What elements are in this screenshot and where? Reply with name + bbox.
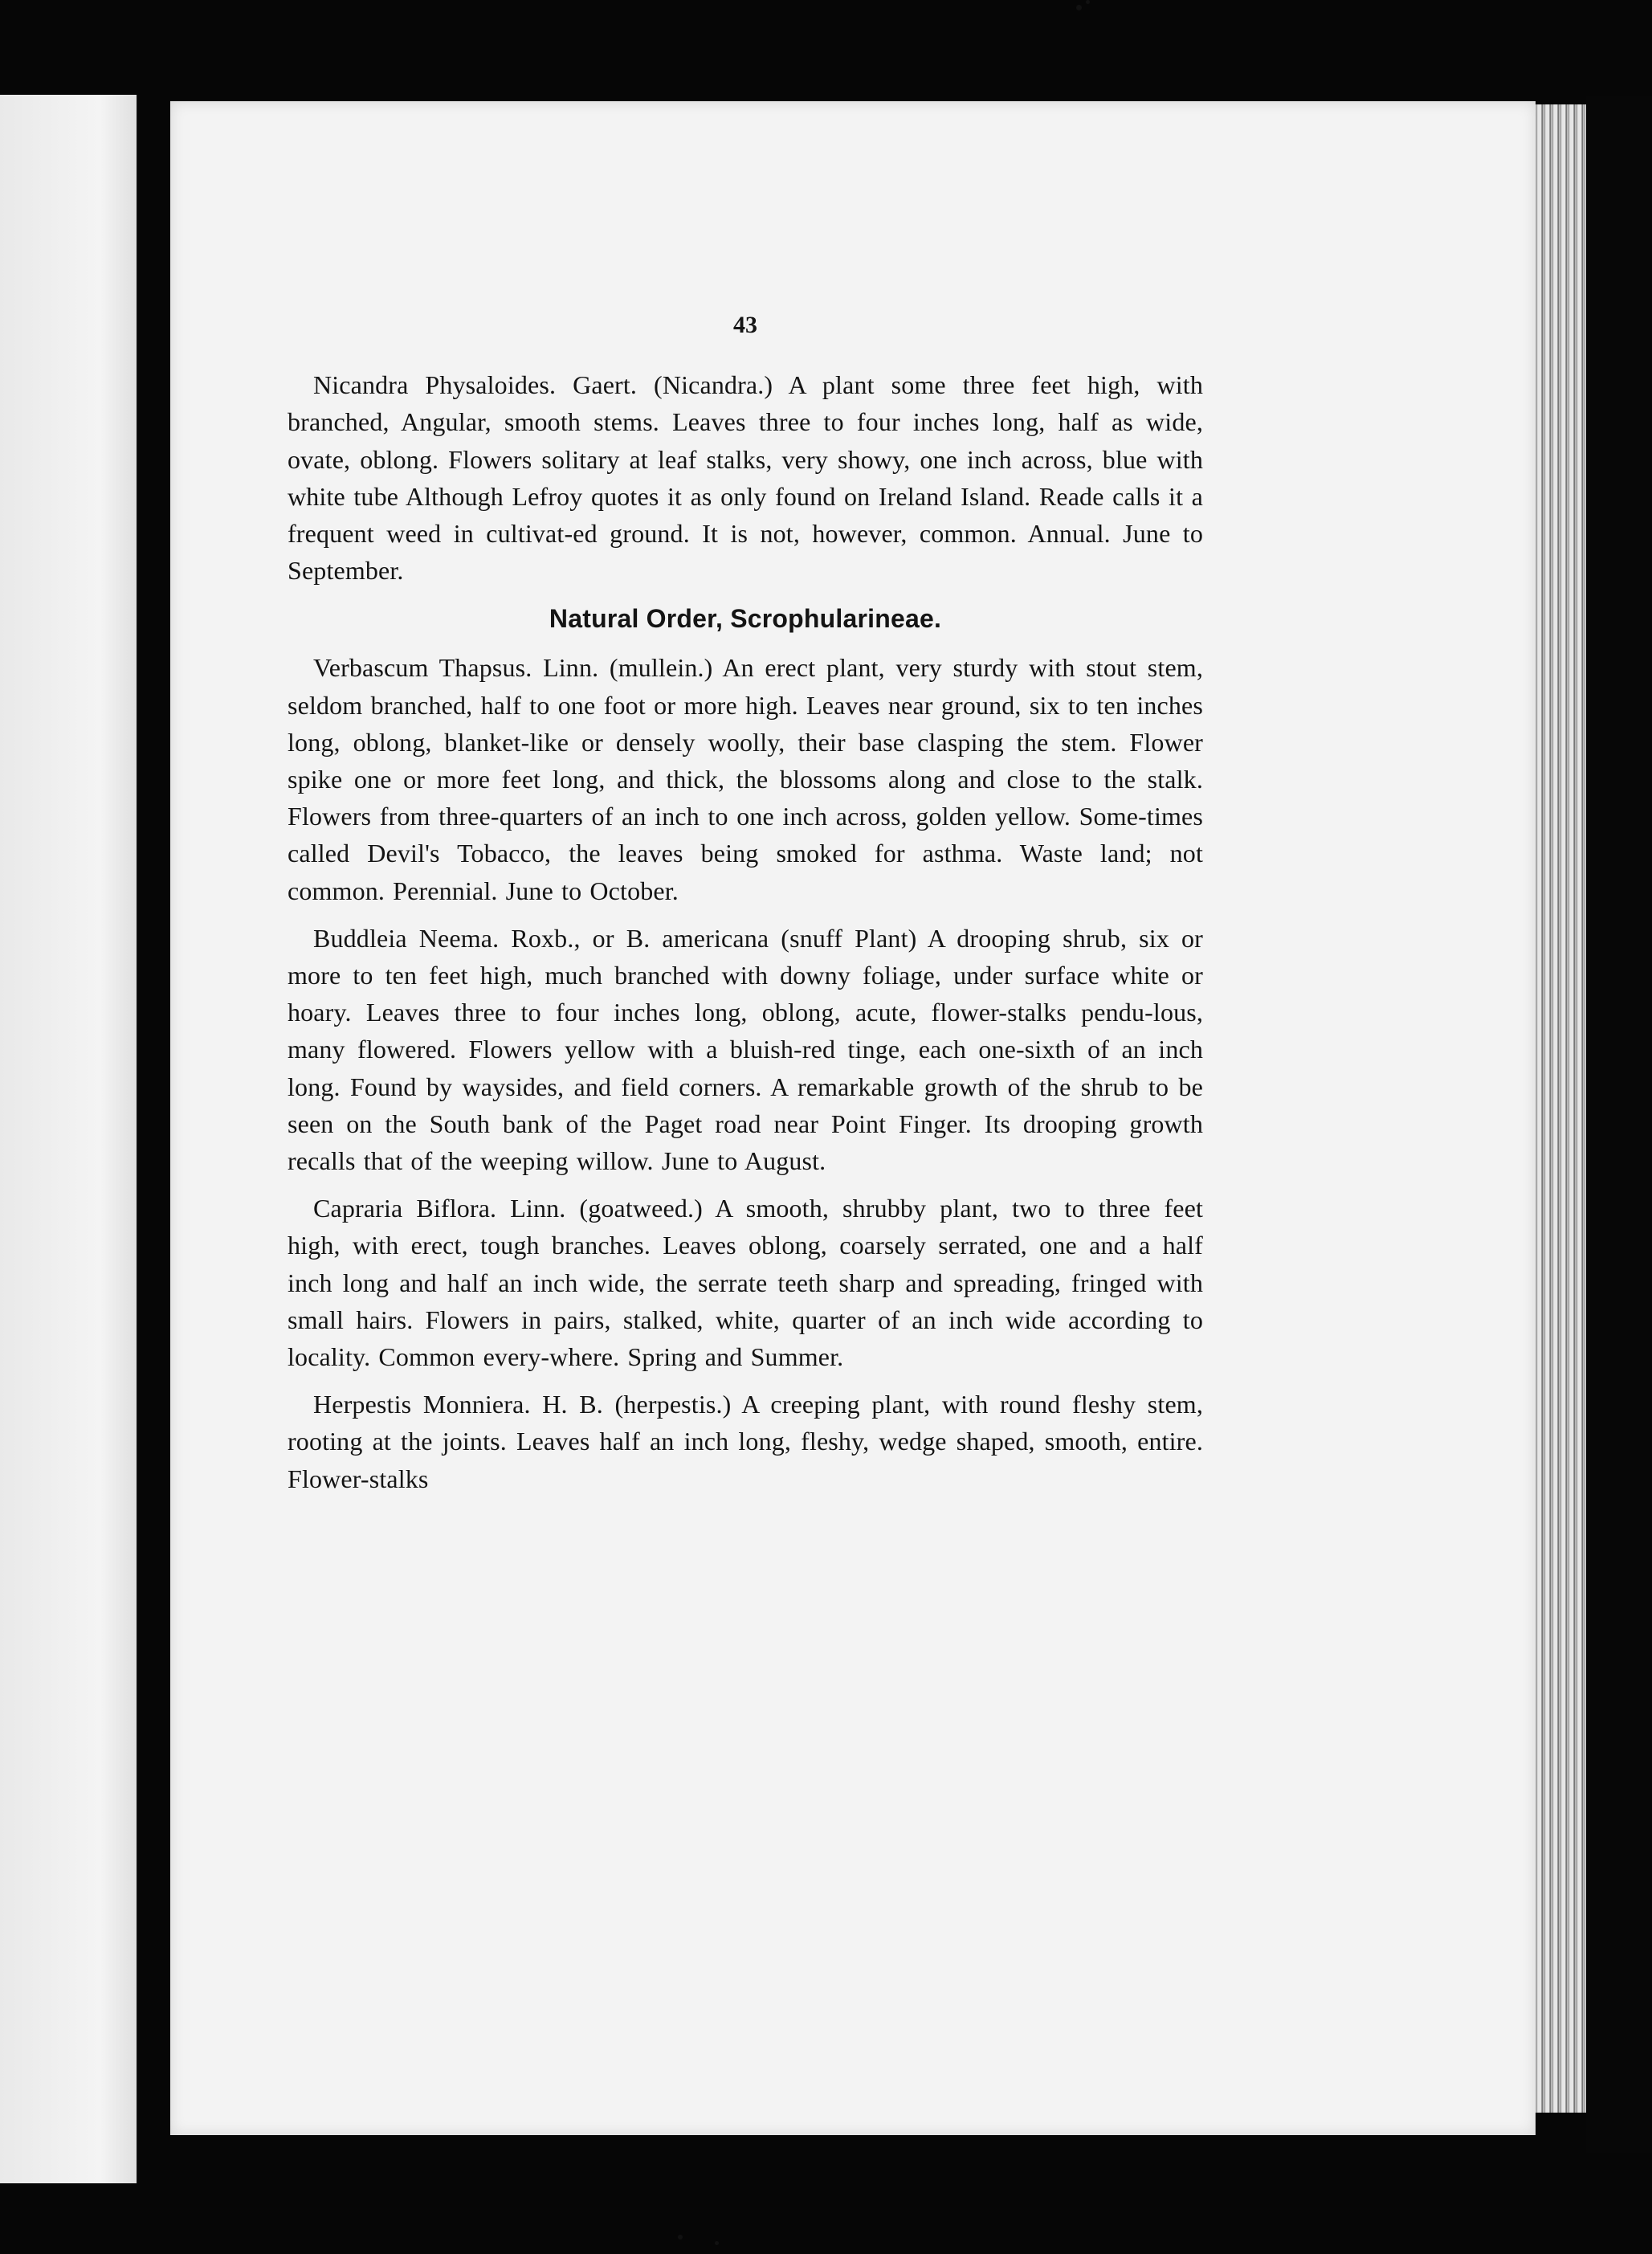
left-facing-page-edge <box>0 95 143 2183</box>
entry-nicandra-physaloides: Nicandra Physaloides. Gaert. (Nicandra.) A plant some three feet high, with branched, Angular, smooth stems. Leaves three to four inches long, half as wide, ovate, oblong. Flowers solitary at leaf stalks, very showy, one inch across, blue with white tube Although Lefroy quotes it as only found on Ireland Island. Reade calls it a frequent weed in cultivat-ed ground. It is not, however, common. Annual. June to September. <box>288 370 1203 586</box>
book-gutter <box>138 95 170 2183</box>
entry-capraria-biflora: Capraria Biflora. Linn. (goatweed.) A smooth, shrubby plant, two to three feet high, with erect, tough branches. Leaves oblong, coarsely serrated, one and a half inch long and half an inch wide, the serrate teeth sharp and spreading, fringed with small hairs. Flowers in pairs, stalked, white, quarter of an inch wide according to locality. Common every-where. Spring and Summer. <box>288 1194 1203 1372</box>
section-heading: Natural Order, Scrophularineae. <box>549 604 942 634</box>
page-content <box>288 307 1203 1508</box>
right-dark-margin <box>1586 96 1652 2153</box>
scan-speck <box>678 2235 683 2240</box>
scan-speck <box>1076 5 1082 10</box>
entry-verbascum-thapsus: Verbascum Thapsus. Linn. (mullein.) An erect plant, very sturdy with stout stem, seldom branched, half to one foot or more high. Leaves near ground, six to ten inches long, oblong, blanket-like or densely woolly, their base clasping the stem. Flower spike one or more feet long, and thick, the blossoms along and close to the stalk. Flowers from three-quarters of an inch to one inch across, golden yellow. Some-times called Devil's Tobacco, the leaves being smoked for asthma. Waste land; not common. Perennial. June to October. <box>288 653 1203 905</box>
entry-herpestis-monniera: Herpestis Monniera. H. B. (herpestis.) A creeping plant, with round fleshy stem, rooting at the joints. Leaves half an inch long, fleshy, wedge shaped, smooth, entire. Flower-stalks <box>288 1390 1203 1493</box>
entry-buddleia-neema: Buddleia Neema. Roxb., or B. americana (snuff Plant) A drooping shrub, six or more to ten feet high, much branched with downy foliage, under surface white or hoary. Leaves three to four inches long, oblong, acute, flower-stalks pendu-lous, many flowered. Flowers yellow with a bluish-red tinge, each one-sixth of an inch long. Found by waysides, and field corners. A remarkable growth of the shrub to be seen on the South bank of the Paget road near Point Finger. Its drooping growth recalls that of the weeping willow. June to August. <box>288 923 1203 1176</box>
scan-speck <box>715 2241 719 2245</box>
scan-speck <box>1086 0 1090 4</box>
page-number: 43 <box>733 312 757 338</box>
